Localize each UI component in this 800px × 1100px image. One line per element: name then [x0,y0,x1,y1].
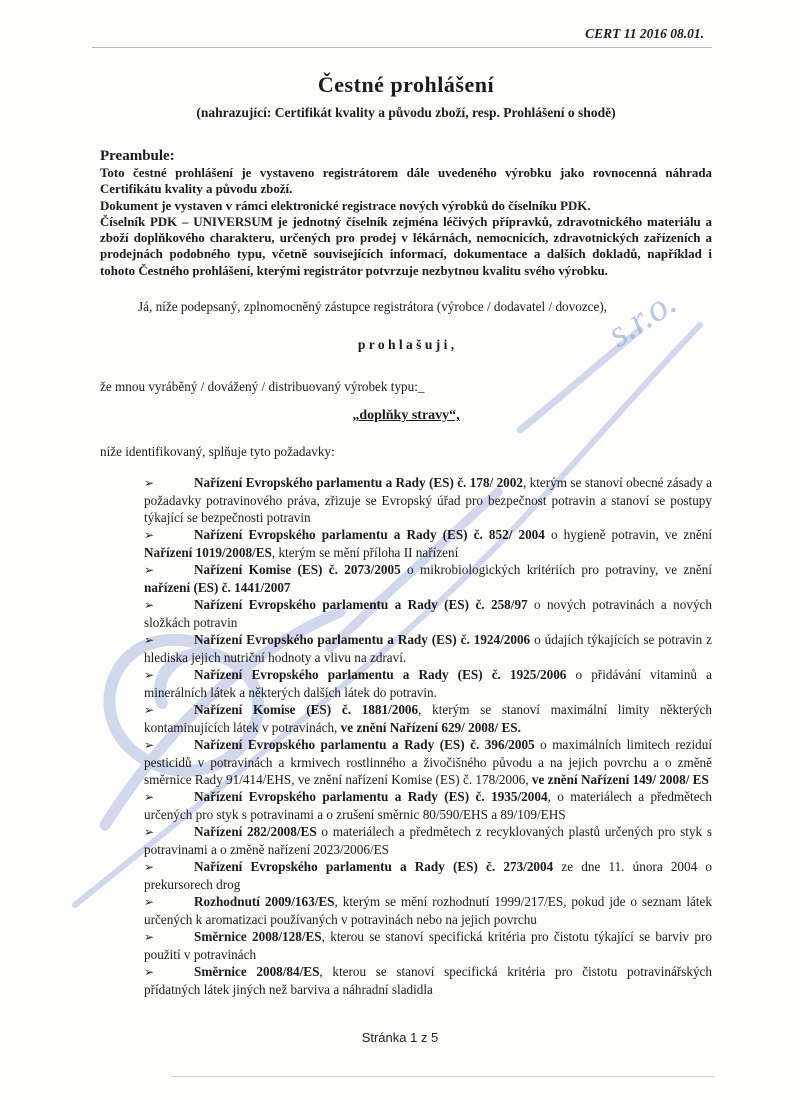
regulation-description: , kterým se mění příloha II nařízení [271,545,459,561]
preambule-paragraph: Dokument je vystaven v rámci elektronické registrace nových výrobků do číselníku PDK. [100,198,591,213]
regulation-description: o hygieně potravin, ve znění [544,527,712,543]
regulation-description: , kterou se stanoví specifická kritéria pro čistotu potravinářských přídatných látek jiných než barviva a náhradní sladidla [144,964,712,998]
bullet-arrow-icon: ➢ [144,633,155,648]
regulation-name: Rozhodnutí 2009/163/ES [194,894,335,910]
bullet-arrow-icon: ➢ [144,825,155,840]
product-type: „doplňky stravy“, [352,408,460,424]
regulation-description: o údajích týkajících se potravin z hlediska jejich nutriční hodnoty a vlivu na zdraví. [144,632,712,666]
requirements-intro: níže identifikovaný, splňuje tyto požadavky: [100,444,335,460]
regulation-name: Nařízení Komise (ES) č. 1881/2006 [194,702,419,718]
requirement-item [144,858,712,893]
requirement-item [144,893,712,928]
page-number: Stránka 1 z 5 [361,1030,439,1045]
requirement-item [144,631,712,666]
requirements-list [100,474,712,998]
bottom-divider [172,1076,714,1077]
regulation-description: , kterým se stanoví maximální limity některých kontaminujících látek v potravinách, [144,702,712,736]
declaration-intro: Já, níže podepsaný, zplnomocněný zástupce registrátora (výrobce / dodavatel / dovozce), [138,299,608,315]
preambule-heading: Preambule: [100,148,175,164]
doc-code: CERT 11 2016 08.01. [585,26,704,41]
preambule-paragraph: Toto čestné prohlášení je vystaveno registrátorem dále uvedeného výrobku jako rovnocenná náhrada Certifikátu kvality a původu zboží. [100,166,712,197]
requirement-item [144,823,712,858]
regulation-name: Nařízení 282/2008/ES [194,824,317,840]
product-type-line: že mnou vyráběný / dovážený / distribuovaný výrobek typu:_ [100,379,425,395]
regulation-description: , o materiálech a předmětech určených pro styk s potravinami a o zrušení směrnic 80/590/EHS a 89/109/EHS [144,789,712,823]
regulation-name: Nařízení Evropského parlamentu a Rady (ES) č. 1935/2004 [194,789,548,805]
requirement-item [144,666,712,701]
regulation-name: Nařízení Komise (ES) č. 2073/2005 [194,562,401,578]
top-divider [92,47,712,48]
regulation-description: ze dne 11. února 2004 o prekursorech drog [144,859,712,893]
regulation-name: nařízení (ES) č. 1441/2007 [144,580,291,596]
regulation-name: Nařízení Evropského parlamentu a Rady (ES) č. 178/ 2002 [194,475,523,491]
requirement-item [144,736,712,788]
regulation-name: Nařízení Evropského parlamentu a Rady (ES) č. 1924/2006 [194,632,531,648]
bullet-arrow-icon: ➢ [144,790,155,805]
regulation-name: Nařízení 1019/2008/ES [144,545,272,561]
bullet-arrow-icon: ➢ [144,860,155,875]
regulation-name: Směrnice 2008/128/ES [194,929,322,945]
regulation-description: o nových potravinách a nových složkách potravin [144,597,713,631]
requirement-item [144,928,712,963]
bullet-arrow-icon: ➢ [144,476,155,491]
regulation-description: , kterou se stanoví specifická kritéria pro čistotu týkající se barviv pro použití v potravinách [144,929,712,963]
preambule-paragraph: Číselník PDK – UNIVERSUM je jednotný číselník zejména léčivých přípravků, zdravotnického materiálu a zboží doplňkového charakteru, určených pro prodej v lékárnách, nemocnicích, zdravotnických zařízeních a prodejnách podobného typu, včetně souvisejících informací, dokumentace a dalších dokladů, například i tohoto Čestného prohlášení, kterými registrátor potvrzuje nezbytnou kvalitu svého výrobku. [100,214,712,278]
regulation-description: o mikrobiologických kritériích pro potraviny, ve znění [400,562,712,578]
bullet-arrow-icon: ➢ [144,895,155,910]
document-subtitle: (nahrazující: Certifikát kvality a původu zboží, resp. Prohlášení o shodě) [196,105,616,120]
bullet-arrow-icon: ➢ [144,528,155,543]
regulation-name: Nařízení Evropského parlamentu a Rady (ES) č. 258/97 [194,597,528,613]
regulation-name: Nařízení Evropského parlamentu a Rady (ES) č. 396/2005 [194,737,535,753]
declaration-verb: p r o h l a š u j i , [357,337,455,353]
bullet-arrow-icon: ➢ [144,703,155,718]
requirement-item [144,596,712,631]
page-title: Čestné prohlášení [317,72,495,97]
requirement-item [144,788,712,823]
requirement-item [144,561,712,596]
regulation-name: ve znění Nařízení 149/ 2008/ ES [531,772,709,788]
document-content [100,60,712,998]
regulation-description: , kterým se stanoví obecné zásady a požadavky potravinového práva, zřizuje se Evropský úřad pro bezpečnost potravin a stanoví se postupy týkající se bezpečnosti potravin [144,475,712,526]
regulation-description: o maximálních limitech reziduí pesticidů v potravinách a krmivech rostlinného a živočišného původu a na jejich povrchu a o změně směrnice Rady 91/414/EHS, ve znění nařízení Komise (ES) č. 178/2006, [144,737,712,788]
requirement-item [144,526,712,561]
regulation-name: ve znění Nařízení 629/ 2008/ ES. [340,720,521,736]
bullet-arrow-icon: ➢ [144,738,155,753]
requirement-item [144,963,712,998]
requirement-item [144,701,712,736]
regulation-name: Směrnice 2008/84/ES [194,964,320,980]
requirement-item [144,474,712,526]
regulation-name: Nařízení Evropského parlamentu a Rady (ES) č. 852/ 2004 [194,527,545,543]
bullet-arrow-icon: ➢ [144,965,155,980]
regulation-description: o materiálech a předmětech z recyklovaných plastů určených pro styk s potravinami a o změně nařízení 2023/2006/ES [144,824,712,858]
preambule-paragraphs [100,165,712,279]
bullet-arrow-icon: ➢ [144,563,155,578]
bullet-arrow-icon: ➢ [144,668,155,683]
regulation-name: Nařízení Evropského parlamentu a Rady (ES) č. 1925/2006 [194,667,567,683]
regulation-description: , kterým se mění rozhodnutí 1999/217/ES, pokud jde o seznam látek určených k aromatizaci používaných v potravinách nebo na jejich povrchu [144,894,713,928]
regulation-name: Nařízení Evropského parlamentu a Rady (ES) č. 273/2004 [194,859,554,875]
bullet-arrow-icon: ➢ [144,930,155,945]
regulation-description: o přidávání vitaminů a minerálních látek a některých dalších látek do potravin. [144,667,712,701]
bullet-arrow-icon: ➢ [144,598,155,613]
watermark-text: s.r.o. [600,280,685,356]
